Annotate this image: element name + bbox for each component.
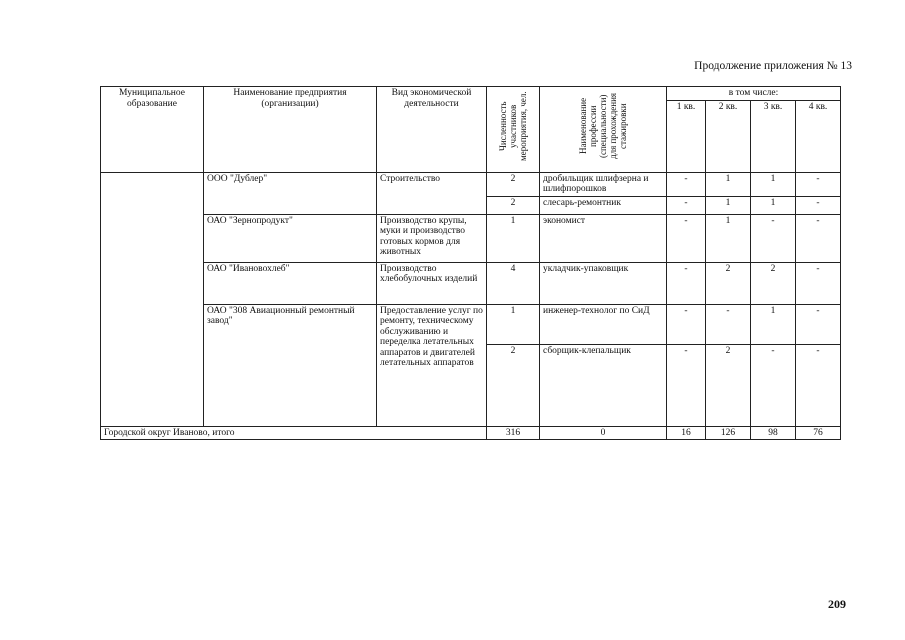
q2-cell: 1 [706,196,751,214]
q3-cell: - [751,344,796,426]
count-cell: 2 [487,196,540,214]
table-row [101,172,841,196]
q1-cell: - [667,196,706,214]
count-cell: 1 [487,304,540,344]
table-row [101,262,841,304]
table-row [101,214,841,262]
profession-cell: дробильщик шлифзерна и шлифпорошков [540,172,667,196]
header-row-1 [101,87,841,101]
count-cell: 4 [487,262,540,304]
q3-cell: 1 [751,196,796,214]
q2-cell: - [706,304,751,344]
total-q3: 98 [751,426,796,440]
q4-cell: - [796,262,841,304]
profession-cell: слесарь-ремонтник [540,196,667,214]
activity-cell: Строительство [377,172,487,214]
col-municipality: Муниципальное образование [101,87,204,173]
col-profession-text: Наименование профессии (специальности) для прохождения стажировки [578,92,628,160]
q2-cell: 2 [706,344,751,426]
count-cell: 1 [487,214,540,262]
col-participants-text: Численность участников мероприятия, чел. [498,91,528,161]
page-number: 209 [828,597,846,611]
col-q1: 1 кв. [667,100,706,172]
count-cell: 2 [487,172,540,196]
q3-cell: - [751,214,796,262]
activity-cell: Предоставление услуг по ремонту, техническому обслуживанию и переделка летательных аппаратов и двигателей летательных аппаратов [377,304,487,426]
activity-cell: Производство крупы, муки и производство готовых кормов для животных [377,214,487,262]
activity-cell: Производство хлебобулочных изделий [377,262,487,304]
count-cell: 2 [487,344,540,426]
total-q1: 16 [667,426,706,440]
q4-cell: - [796,344,841,426]
q2-cell: 2 [706,262,751,304]
col-activity: Вид экономической деятельности [377,87,487,173]
col-including: в том числе: [667,87,841,101]
q1-cell: - [667,214,706,262]
q4-cell: - [796,172,841,196]
q2-cell: 1 [706,172,751,196]
q4-cell: - [796,196,841,214]
q3-cell: 2 [751,262,796,304]
col-q2: 2 кв. [706,100,751,172]
enterprise-cell: ООО "Дублер" [204,172,377,214]
total-profession: 0 [540,426,667,440]
enterprise-cell: ОАО "Зернопродукт" [204,214,377,262]
q1-cell: - [667,304,706,344]
total-label: Городской округ Иваново, итого [101,426,487,440]
profession-cell: укладчик-упаковщик [540,262,667,304]
q1-cell: - [667,262,706,304]
enterprise-cell: ОАО "308 Авиационный ремонтный завод" [204,304,377,426]
total-row [101,426,841,440]
total-q2: 126 [706,426,751,440]
profession-cell: экономист [540,214,667,262]
municipality-cell [101,172,204,426]
profession-cell: сборщик-клепальщик [540,344,667,426]
total-count: 316 [487,426,540,440]
enterprise-cell: ОАО "Ивановохлеб" [204,262,377,304]
q2-cell: 1 [706,214,751,262]
col-profession [540,87,667,173]
total-q4: 76 [796,426,841,440]
internship-table [100,86,841,440]
col-q4: 4 кв. [796,100,841,172]
col-participants [487,87,540,173]
table-row [101,304,841,344]
q1-cell: - [667,172,706,196]
profession-cell: инженер-технолог по СиД [540,304,667,344]
q3-cell: 1 [751,172,796,196]
col-q3: 3 кв. [751,100,796,172]
q4-cell: - [796,304,841,344]
q1-cell: - [667,344,706,426]
col-enterprise: Наименование предприятия (организации) [204,87,377,173]
q3-cell: 1 [751,304,796,344]
page-header-continuation: Продолжение приложения № 13 [694,60,852,72]
q4-cell: - [796,214,841,262]
